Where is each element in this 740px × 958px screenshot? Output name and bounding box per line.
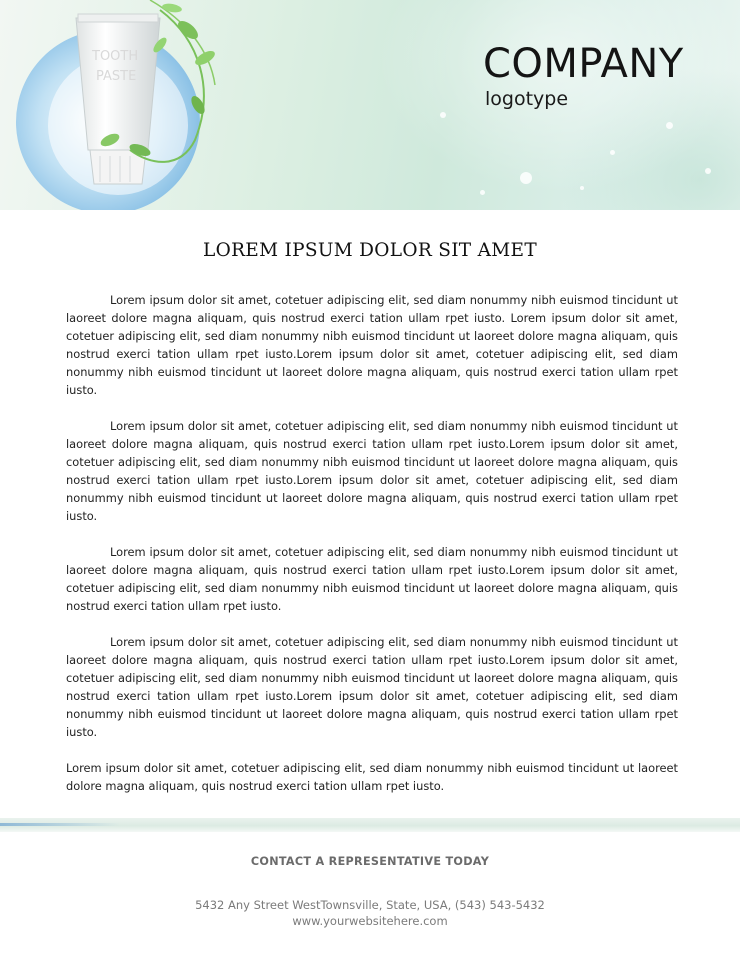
sparkle-decoration [440, 112, 446, 118]
sparkle-decoration [705, 168, 711, 174]
tube-label-line1: TOOTH [92, 49, 139, 64]
contact-address: 5432 Any Street WestTownsville, State, USA, (543) 543-5432 [195, 898, 545, 912]
sparkle-decoration [480, 190, 485, 195]
body-paragraph: Lorem ipsum dolor sit amet, cotetuer adipiscing elit, sed diam nonummy nibh euismod tincidunt ut laoreet dolore magna aliquam, quis nostrud exerci tation ullam rpet iusto.Lorem ipsum dolor sit amet, cotetuer adipiscing elit, sed diam nonummy nibh euismod tincidunt ut laoreet dolore magna aliquam, quis nostrud exerci tation ullam rpet iusto.Lorem ipsum dolor sit amet, cotetuer adipiscing elit, sed diam nonummy nibh euismod tincidunt ut laoreet dolore magna aliquam, quis nostrud exerci tation ullam rpet iusto. [66, 419, 678, 523]
sparkle-decoration [610, 150, 615, 155]
company-tagline: logotype [485, 88, 569, 110]
contact-heading: CONTACT A REPRESENTATIVE TODAY [250, 855, 490, 868]
body-paragraph: Lorem ipsum dolor sit amet, cotetuer adipiscing elit, sed diam nonummy nibh euismod tincidunt ut laoreet dolore magna aliquam, quis nostrud exerci tation ullam rpet iusto. [66, 761, 678, 793]
sparkle-decoration [666, 122, 673, 129]
footer-divider-band [0, 818, 740, 832]
header-banner [0, 0, 740, 210]
body-paragraph: Lorem ipsum dolor sit amet, cotetuer adipiscing elit, sed diam nonummy nibh euismod tincidunt ut laoreet dolore magna aliquam, quis nostrud exerci tation ullam rpet iusto. Lorem ipsum dolor sit amet, cotetuer adipiscing elit, sed diam nonummy nibh euismod tincidunt ut laoreet dolore magna aliquam, quis nostrud exerci tation ullam rpet iusto.Lorem ipsum dolor sit amet, cotetuer adipiscing elit, sed diam nonummy nibh euismod tincidunt ut laoreet dolore magna aliquam, quis nostrud exerci tation ullam rpet iusto. [66, 293, 678, 397]
page-title: LOREM IPSUM DOLOR SIT AMET [203, 240, 537, 261]
website-link[interactable]: www.yourwebsitehere.com [292, 914, 448, 928]
letter-body [66, 291, 678, 813]
tube-label-line2: PASTE [96, 69, 137, 84]
body-paragraph: Lorem ipsum dolor sit amet, cotetuer adipiscing elit, sed diam nonummy nibh euismod tincidunt ut laoreet dolore magna aliquam, quis nostrud exerci tation ullam rpet iusto.Lorem ipsum dolor sit amet, cotetuer adipiscing elit, sed diam nonummy nibh euismod tincidunt ut laoreet dolore magna aliquam, quis nostrud exerci tation ullam rpet iusto.Lorem ipsum dolor sit amet, cotetuer adipiscing elit, sed diam nonummy nibh euismod tincidunt ut laoreet dolore magna aliquam, quis nostrud exerci tation ullam rpet iusto. [66, 635, 678, 739]
body-paragraph: Lorem ipsum dolor sit amet, cotetuer adipiscing elit, sed diam nonummy nibh euismod tincidunt ut laoreet dolore magna aliquam, quis nostrud exerci tation ullam rpet iusto.Lorem ipsum dolor sit amet, cotetuer adipiscing elit, sed diam nonummy nibh euismod tincidunt ut laoreet dolore magna aliquam, quis nostrud exerci tation ullam rpet iusto. [66, 545, 678, 613]
toothpaste-illustration [0, 0, 300, 210]
sparkle-decoration [520, 172, 532, 184]
company-name: COMPANY [483, 41, 684, 87]
sparkle-decoration [580, 186, 584, 190]
company-logo [483, 42, 684, 110]
